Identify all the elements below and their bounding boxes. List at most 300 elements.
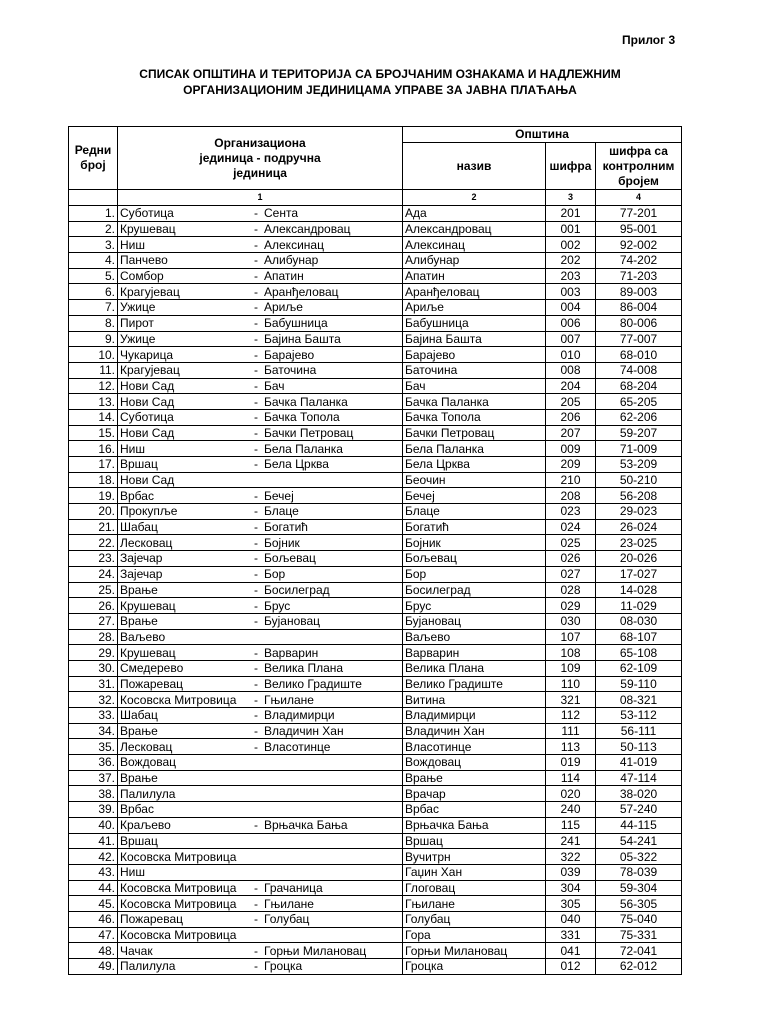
municipality-code: 009	[546, 441, 596, 457]
row-number: 43.	[69, 864, 118, 880]
org-unit-cell	[118, 566, 403, 582]
row-number: 2.	[69, 221, 118, 237]
org-unit-name: Ужице	[120, 300, 156, 315]
org-unit-cell	[118, 880, 403, 896]
municipality-control-code: 08-030	[596, 613, 682, 629]
org-subunit-name: Брус	[264, 598, 291, 613]
table-row	[69, 488, 682, 504]
table-row	[69, 802, 682, 818]
municipality-name: Бела Паланка	[403, 441, 546, 457]
org-unit-dash: -	[254, 457, 258, 472]
municipality-name: Александровац	[403, 221, 546, 237]
municipality-code: 240	[546, 802, 596, 818]
org-unit-name: Палилула	[120, 959, 176, 974]
municipality-name: Бачка Топола	[403, 409, 546, 425]
org-unit-name: Суботица	[120, 206, 174, 221]
org-unit-name: Врбас	[120, 802, 154, 817]
table-row	[69, 723, 682, 739]
org-unit-cell	[118, 504, 403, 520]
org-unit-cell	[118, 692, 403, 708]
org-unit-dash: -	[254, 739, 258, 754]
row-number: 31.	[69, 676, 118, 692]
municipality-control-code: 59-304	[596, 880, 682, 896]
municipality-code: 112	[546, 708, 596, 724]
org-unit-cell	[118, 817, 403, 833]
org-unit-dash: -	[254, 535, 258, 550]
municipality-control-code: 80-006	[596, 315, 682, 331]
org-unit-cell	[118, 629, 403, 645]
org-unit-name: Суботица	[120, 410, 174, 425]
municipality-name: Блаце	[403, 504, 546, 520]
municipality-control-code: 50-210	[596, 472, 682, 488]
municipality-name: Гњилане	[403, 896, 546, 912]
table-row	[69, 660, 682, 676]
org-unit-dash: -	[254, 300, 258, 315]
org-unit-name: Пожаревац	[120, 912, 183, 927]
municipality-code: 114	[546, 770, 596, 786]
municipality-control-code: 62-206	[596, 409, 682, 425]
municipality-name: Богатић	[403, 519, 546, 535]
municipality-code: 007	[546, 331, 596, 347]
row-number: 23.	[69, 551, 118, 567]
row-number: 8.	[69, 315, 118, 331]
org-subunit-name: Бела Црква	[264, 457, 329, 472]
table-row	[69, 504, 682, 520]
municipality-code: 003	[546, 284, 596, 300]
org-unit-cell	[118, 896, 403, 912]
table-row	[69, 817, 682, 833]
col-header-kontrol-text: шифра са контролним бројем	[602, 143, 675, 188]
municipality-code: 041	[546, 943, 596, 959]
org-unit-name: Вршац	[120, 833, 158, 848]
municipality-control-code: 53-209	[596, 457, 682, 473]
municipality-name: Бела Црква	[403, 457, 546, 473]
col-header-sifra: шифра	[546, 143, 596, 190]
org-unit-dash: -	[254, 661, 258, 676]
municipality-name: Ариље	[403, 300, 546, 316]
table-row	[69, 535, 682, 551]
org-subunit-name: Голубац	[264, 912, 310, 927]
row-number: 48.	[69, 943, 118, 959]
municipality-name: Вождовац	[403, 755, 546, 771]
org-unit-cell	[118, 802, 403, 818]
municipality-control-code: 59-207	[596, 425, 682, 441]
org-unit-name: Нови Сад	[120, 394, 175, 409]
municipality-code: 206	[546, 409, 596, 425]
org-unit-dash: -	[254, 237, 258, 252]
col-number-3: 3	[546, 190, 596, 206]
org-unit-cell	[118, 441, 403, 457]
municipality-name: Бујановац	[403, 613, 546, 629]
municipality-code: 205	[546, 394, 596, 410]
org-unit-name: Косовска Митровица	[120, 880, 237, 895]
org-subunit-name: Горњи Милановац	[264, 943, 367, 958]
row-number: 30.	[69, 660, 118, 676]
row-number: 44.	[69, 880, 118, 896]
municipality-name: Владичин Хан	[403, 723, 546, 739]
municipality-control-code: 86-004	[596, 300, 682, 316]
org-unit-dash: -	[254, 488, 258, 503]
municipality-code: 010	[546, 347, 596, 363]
table-row	[69, 221, 682, 237]
municipality-name: Апатин	[403, 268, 546, 284]
org-unit-name: Нови Сад	[120, 473, 175, 488]
table-row	[69, 943, 682, 959]
municipality-code: 115	[546, 817, 596, 833]
municipality-name: Бечеј	[403, 488, 546, 504]
org-unit-dash: -	[254, 222, 258, 237]
municipality-code: 202	[546, 253, 596, 269]
org-unit-dash: -	[254, 284, 258, 299]
org-subunit-name: Бујановац	[264, 614, 321, 629]
municipality-control-code: 54-241	[596, 833, 682, 849]
org-unit-name: Краљево	[120, 818, 171, 833]
table-row	[69, 268, 682, 284]
municipality-name: Алексинац	[403, 237, 546, 253]
org-unit-cell	[118, 268, 403, 284]
org-unit-cell	[118, 613, 403, 629]
org-unit-dash: -	[254, 363, 258, 378]
row-number: 27.	[69, 613, 118, 629]
org-unit-cell	[118, 723, 403, 739]
table-row	[69, 551, 682, 567]
row-number: 18.	[69, 472, 118, 488]
org-unit-cell	[118, 535, 403, 551]
org-unit-name: Крушевац	[120, 598, 176, 613]
org-unit-name: Чачак	[120, 943, 153, 958]
municipality-control-code: 65-108	[596, 645, 682, 661]
municipality-name: Вучитрн	[403, 849, 546, 865]
org-unit-dash: -	[254, 676, 258, 691]
org-subunit-name: Богатић	[264, 520, 308, 535]
row-number: 3.	[69, 237, 118, 253]
municipality-name: Бабушница	[403, 315, 546, 331]
table-row	[69, 362, 682, 378]
municipality-name: Варварин	[403, 645, 546, 661]
municipality-name: Власотинце	[403, 739, 546, 755]
table-row	[69, 880, 682, 896]
municipality-name: Ваљево	[403, 629, 546, 645]
org-unit-name: Косовска Митровица	[120, 927, 237, 942]
row-number: 42.	[69, 849, 118, 865]
municipality-code: 020	[546, 786, 596, 802]
org-subunit-name: Алибунар	[264, 253, 319, 268]
org-unit-dash: -	[254, 394, 258, 409]
municipality-control-code: 56-111	[596, 723, 682, 739]
org-unit-cell	[118, 927, 403, 943]
municipality-code: 207	[546, 425, 596, 441]
org-unit-dash: -	[254, 316, 258, 331]
table-row	[69, 206, 682, 222]
org-unit-name: Вршац	[120, 457, 158, 472]
table-row	[69, 849, 682, 865]
municipality-name: Барајево	[403, 347, 546, 363]
org-subunit-name: Велико Градиште	[264, 676, 362, 691]
municipality-name: Бач	[403, 378, 546, 394]
municipality-code: 203	[546, 268, 596, 284]
org-unit-name: Зајечар	[120, 551, 163, 566]
municipality-name: Вршац	[403, 833, 546, 849]
org-subunit-name: Ариље	[264, 300, 303, 315]
org-subunit-name: Апатин	[264, 269, 304, 284]
org-unit-name: Чукарица	[120, 347, 174, 362]
org-unit-name: Крагујевац	[120, 284, 180, 299]
municipality-control-code: 77-201	[596, 206, 682, 222]
org-unit-name: Крушевац	[120, 222, 176, 237]
table-row	[69, 755, 682, 771]
municipality-control-code: 56-208	[596, 488, 682, 504]
org-unit-name: Косовска Митровица	[120, 849, 237, 864]
row-number: 17.	[69, 457, 118, 473]
municipality-code: 111	[546, 723, 596, 739]
municipality-code: 321	[546, 692, 596, 708]
municipality-control-code: 11-029	[596, 598, 682, 614]
table-row	[69, 347, 682, 363]
org-subunit-name: Бачка Паланка	[264, 394, 348, 409]
municipality-control-code: 68-204	[596, 378, 682, 394]
municipality-code: 331	[546, 927, 596, 943]
org-unit-dash: -	[254, 598, 258, 613]
municipality-name: Бор	[403, 566, 546, 582]
org-unit-dash: -	[254, 708, 258, 723]
row-number: 21.	[69, 519, 118, 535]
municipality-control-code: 41-019	[596, 755, 682, 771]
org-subunit-name: Александровац	[264, 222, 351, 237]
municipality-control-code: 47-114	[596, 770, 682, 786]
municipality-code: 210	[546, 472, 596, 488]
municipality-name: Беочин	[403, 472, 546, 488]
municipality-control-code: 26-024	[596, 519, 682, 535]
municipality-name: Гаџин Хан	[403, 864, 546, 880]
municipality-name: Врњачка Бања	[403, 817, 546, 833]
row-number: 16.	[69, 441, 118, 457]
table-row	[69, 253, 682, 269]
table-row	[69, 315, 682, 331]
org-subunit-name: Варварин	[264, 645, 319, 660]
municipality-code: 209	[546, 457, 596, 473]
org-unit-name: Прокупље	[120, 504, 178, 519]
municipality-control-code: 74-008	[596, 362, 682, 378]
org-unit-name: Ваљево	[120, 629, 166, 644]
row-number: 35.	[69, 739, 118, 755]
org-subunit-name: Владичин Хан	[264, 724, 344, 739]
municipality-name: Витина	[403, 692, 546, 708]
org-unit-cell	[118, 708, 403, 724]
org-unit-name: Нови Сад	[120, 378, 175, 393]
org-unit-dash: -	[254, 347, 258, 362]
org-unit-dash: -	[254, 520, 258, 535]
municipality-name: Владимирци	[403, 708, 546, 724]
col-header-naziv: назив	[403, 143, 546, 190]
org-subunit-name: Сента	[264, 206, 299, 221]
municipality-code: 025	[546, 535, 596, 551]
municipality-control-code: 44-115	[596, 817, 682, 833]
municipality-code: 029	[546, 598, 596, 614]
org-subunit-name: Бојник	[264, 535, 300, 550]
municipality-code: 039	[546, 864, 596, 880]
table-row	[69, 864, 682, 880]
org-unit-name: Крагујевац	[120, 363, 180, 378]
municipality-code: 040	[546, 911, 596, 927]
row-number: 45.	[69, 896, 118, 912]
org-subunit-name: Аранђеловац	[264, 284, 339, 299]
municipality-control-code: 74-202	[596, 253, 682, 269]
col-number-empty	[69, 190, 118, 206]
municipality-code: 026	[546, 551, 596, 567]
municipality-code: 204	[546, 378, 596, 394]
municipality-control-code: 75-331	[596, 927, 682, 943]
org-subunit-name: Бор	[264, 567, 286, 582]
municipality-code: 108	[546, 645, 596, 661]
org-unit-dash: -	[254, 880, 258, 895]
municipality-code: 019	[546, 755, 596, 771]
org-unit-name: Лесковац	[120, 739, 173, 754]
municipality-control-code: 56-305	[596, 896, 682, 912]
org-unit-dash: -	[254, 410, 258, 425]
org-subunit-name: Врњачка Бања	[264, 818, 348, 833]
municipality-control-code: 72-041	[596, 943, 682, 959]
org-subunit-name: Гњилане	[264, 896, 314, 911]
row-number: 7.	[69, 300, 118, 316]
row-number: 4.	[69, 253, 118, 269]
org-unit-cell	[118, 864, 403, 880]
municipality-code: 113	[546, 739, 596, 755]
municipality-name: Босилеград	[403, 582, 546, 598]
municipality-code: 002	[546, 237, 596, 253]
org-unit-dash: -	[254, 269, 258, 284]
org-subunit-name: Бела Паланка	[264, 441, 343, 456]
row-number: 10.	[69, 347, 118, 363]
municipality-name: Аранђеловац	[403, 284, 546, 300]
org-unit-cell	[118, 755, 403, 771]
org-subunit-name: Бачка Топола	[264, 410, 340, 425]
municipality-code: 012	[546, 959, 596, 975]
municipality-control-code: 78-039	[596, 864, 682, 880]
municipality-name: Бачки Петровац	[403, 425, 546, 441]
org-unit-cell	[118, 472, 403, 488]
org-unit-dash: -	[254, 253, 258, 268]
org-unit-cell	[118, 425, 403, 441]
municipality-control-code: 65-205	[596, 394, 682, 410]
municipality-name: Брус	[403, 598, 546, 614]
table-row	[69, 770, 682, 786]
org-subunit-name: Бечеј	[264, 488, 294, 503]
org-unit-cell	[118, 409, 403, 425]
table-row	[69, 441, 682, 457]
table-row	[69, 692, 682, 708]
org-unit-cell	[118, 959, 403, 975]
municipality-name: Бојник	[403, 535, 546, 551]
org-subunit-name: Бабушница	[264, 316, 328, 331]
org-unit-name: Нови Сад	[120, 425, 175, 440]
title-line-1: СПИСАК ОПШТИНА И ТЕРИТОРИЈА СА БРОЈЧАНИМ ОЗНАКАМА И НАДЛЕЖНИМ	[139, 67, 621, 81]
row-number: 34.	[69, 723, 118, 739]
row-number: 26.	[69, 598, 118, 614]
row-number: 47.	[69, 927, 118, 943]
municipality-code: 001	[546, 221, 596, 237]
org-unit-cell	[118, 598, 403, 614]
municipality-control-code: 23-025	[596, 535, 682, 551]
title-line-2: ОРГАНИЗАЦИОНИМ ЈЕДИНИЦАМА УПРАВЕ ЗА ЈАВНА ПЛАЋАЊА	[183, 83, 577, 97]
org-unit-cell	[118, 645, 403, 661]
org-unit-dash: -	[254, 378, 258, 393]
org-subunit-name: Гроцка	[264, 959, 303, 974]
org-unit-name: Шабац	[120, 520, 158, 535]
org-unit-cell	[118, 770, 403, 786]
municipality-code: 304	[546, 880, 596, 896]
municipality-control-code: 68-107	[596, 629, 682, 645]
org-unit-name: Сомбор	[120, 269, 164, 284]
org-unit-cell	[118, 519, 403, 535]
table-row	[69, 300, 682, 316]
municipality-name: Бајина Башта	[403, 331, 546, 347]
row-number: 9.	[69, 331, 118, 347]
municipality-control-code: 53-112	[596, 708, 682, 724]
org-subunit-name: Баточина	[264, 363, 317, 378]
row-number: 49.	[69, 959, 118, 975]
table-row	[69, 472, 682, 488]
row-number: 40.	[69, 817, 118, 833]
org-unit-name: Панчево	[120, 253, 168, 268]
municipality-control-code: 05-322	[596, 849, 682, 865]
municipality-control-code: 62-012	[596, 959, 682, 975]
municipality-control-code: 50-113	[596, 739, 682, 755]
municipality-name: Голубац	[403, 911, 546, 927]
table-row	[69, 833, 682, 849]
org-unit-name: Палилула	[120, 786, 176, 801]
org-unit-name: Ниш	[120, 237, 145, 252]
municipality-control-code: 38-020	[596, 786, 682, 802]
org-unit-name: Врање	[120, 771, 158, 786]
org-unit-cell	[118, 378, 403, 394]
municipality-name: Бачка Паланка	[403, 394, 546, 410]
org-unit-dash: -	[254, 331, 258, 346]
org-unit-cell	[118, 253, 403, 269]
table-row	[69, 582, 682, 598]
municipality-control-code: 08-321	[596, 692, 682, 708]
org-unit-cell	[118, 911, 403, 927]
municipality-control-code: 57-240	[596, 802, 682, 818]
org-subunit-name: Грачаница	[264, 880, 323, 895]
municipality-control-code: 92-002	[596, 237, 682, 253]
org-unit-cell	[118, 582, 403, 598]
col-header-org-unit-text: Организациона јединица - подручна јединица	[199, 135, 321, 180]
table-row	[69, 566, 682, 582]
org-unit-name: Врање	[120, 724, 158, 739]
table-row	[69, 786, 682, 802]
org-unit-cell	[118, 237, 403, 253]
org-subunit-name: Владимирци	[264, 708, 335, 723]
org-unit-name: Крушевац	[120, 645, 176, 660]
row-number: 13.	[69, 394, 118, 410]
table-row	[69, 331, 682, 347]
row-number: 6.	[69, 284, 118, 300]
municipality-control-code: 14-028	[596, 582, 682, 598]
row-number: 28.	[69, 629, 118, 645]
table-row	[69, 708, 682, 724]
attachment-label: Прилог 3	[622, 33, 676, 47]
org-unit-cell	[118, 739, 403, 755]
org-unit-dash: -	[254, 912, 258, 927]
row-number: 24.	[69, 566, 118, 582]
org-unit-name: Косовска Митровица	[120, 896, 237, 911]
row-number: 37.	[69, 770, 118, 786]
org-unit-name: Ужице	[120, 331, 156, 346]
org-subunit-name: Бољевац	[264, 551, 316, 566]
municipality-control-code: 75-040	[596, 911, 682, 927]
municipality-code: 109	[546, 660, 596, 676]
row-number: 32.	[69, 692, 118, 708]
